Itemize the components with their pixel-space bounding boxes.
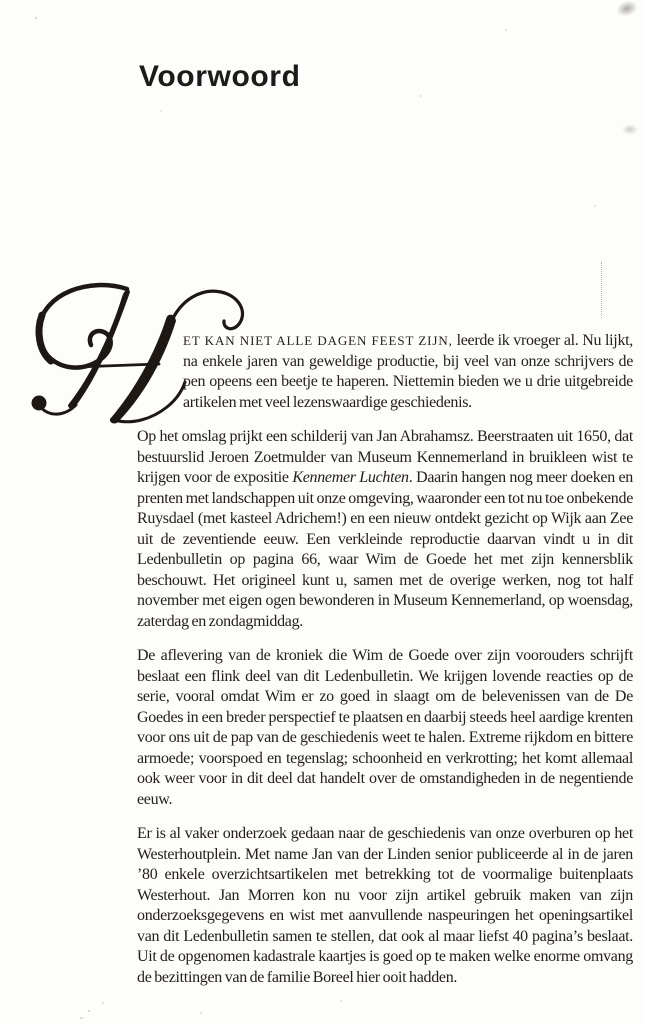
body-paragraph [137,646,633,810]
text-segment-normal: Er is al vaker onderzoek gedaan naar de geschiedenis van onze overburen op het Westerhoutplein. Met name Jan van der Linden senior publiceerde al in de jaren ’80 enkele overzichtsartikelen met betrekking tot de voormalige buitenplaats Westerhout. Jan Morren kon nu voor zijn artikel gebruik maken van zijn onderzoeksgegevens en wist met aanvullende naspeuringen het openingsartikel van dit Ledenbulletin samen te stellen, dat ook al maar liefst 40 pagina’s beslaat. Uit de opgenomen kadastrale kaartjes is goed op te maken welke enorme omvang de bezittingen van de familie Boreel hier ooit hadden. [137,825,633,986]
body-paragraph [137,824,633,988]
text-segment-smallcaps: ET KAN NIET ALLE DAGEN FEEST ZIJN, [183,333,453,348]
scan-speck [35,17,37,19]
paragraph-list [137,331,633,1002]
scan-speck [80,1017,83,1019]
intro-paragraph [183,331,633,413]
text-segment-italic: Kennemer Luchten [292,469,409,486]
scan-speck [505,29,507,31]
scan-smudge [622,124,638,135]
scan-speck [160,110,162,112]
scan-smudge [614,0,640,19]
text-segment-normal: De aflevering van de kroniek die Wim de Goede over zijn voorouders schrijft beslaat een flink deel van dit Ledenbulletin. We krijgen lovende reacties op de serie, vooral omdat Wim er zo goed in slaagt om de belevenissen van de De Goedes in een breder perspectief te plaatsen en daarbij steeds heel aardige krenten voor ons uit de pap van de geschiedenis weet te halen. Extreme rijkdom en bittere armoede; voorspoed en tegenslag; schoonheid en verkrotting; het komt allemaal ook weer voor in dit deel dat handelt over de omstandigheden in de negentiende eeuw. [137,647,633,808]
text-segment-normal: . Daarin hangen nog meer doeken en prenten met landschappen uit onze omgeving, waaronder een tot nu toe onbekende Ruysdael (met kasteel Adrichem!) en een nieuw ontdekt gezicht op Wijk aan Zee uit de zeventiende eeuw. Een verkleinde reproductie daarvan vindt u in dit Ledenbulletin op pagina 66, waar Wim de Goede het met zijn kennersblik beschouwt. Het origineel kunt u, samen met de overige werken, nog tot half november met eigen ogen bewonderen in Museum Kennemerland, op woensdag, zaterdag en zondagmiddag. [137,469,634,630]
scan-speck [88,1010,90,1012]
scan-speck [340,1000,342,1002]
scan-speck [102,1002,104,1004]
body-paragraph [137,427,633,632]
scan-speck [594,205,596,207]
page-title: Voorwoord [139,60,301,94]
scan-speck [420,95,422,97]
scan-speck [200,1012,202,1014]
text-segment-normal: Op het omslag prijkt een schilderij van Jan Abrahamsz. Beerstraaten uit 1650, dat bestuurslid Jeroen Zoetmulder van Museum Kennemerland in bruikleen wist te krijgen voor de expositie [137,428,633,486]
text-segment-normal: leerde ik vroeger al. Nu lijkt, na enkele jaren van geweldige productie, bij veel van onze schrijvers de pen opeens een beetje te haperen. Niettemin bieden we u drie uitgebreide artikelen met veel lezenswaardige geschiedenis. [183,332,634,411]
scan-line-artifact [601,262,602,318]
